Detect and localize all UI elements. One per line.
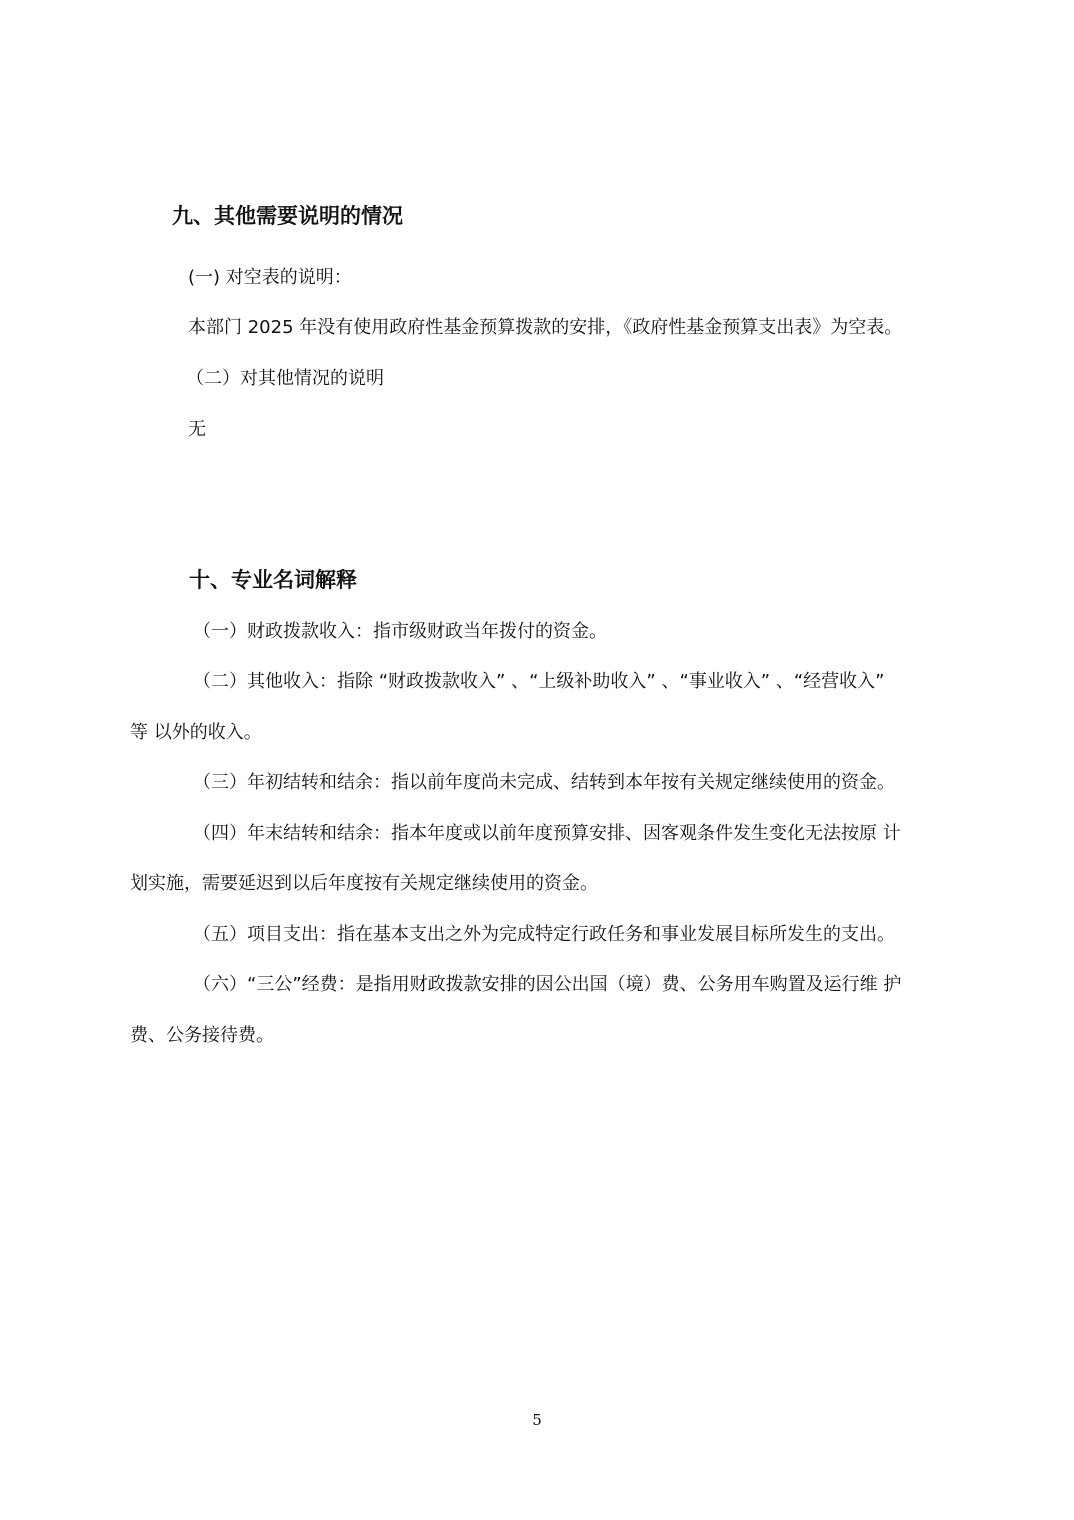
term-item-4-line-2: 划实施，需要延迟到以后年度按有关规定继续使用的资金。 xyxy=(130,873,598,894)
term-item-3: （三）年初结转和结余：指以前年度尚未完成、结转到本年按有关规定继续使用的资金。 xyxy=(193,772,895,793)
section-9-sub2-body: 无 xyxy=(188,419,206,440)
term-item-6-line-1: （六）“三公”经费：是指用财政拨款安排的因公出国（境）费、公务用车购置及运行维 护 xyxy=(193,974,902,995)
section-9-heading: 九、其他需要说明的情况 xyxy=(172,204,403,228)
section-9-sub1-body: 本部门 2025 年没有使用政府性基金预算拨款的安排，《政府性基金预算支出表》为空表。 xyxy=(188,317,903,338)
section-9-sub1-title: (一) 对空表的说明： xyxy=(188,267,352,288)
page-number: 5 xyxy=(532,1411,542,1429)
term-item-5: （五）项目支出：指在基本支出之外为完成特定行政任务和事业发展目标所发生的支出。 xyxy=(193,924,895,945)
term-item-4-line-1: （四）年末结转和结余：指本年度或以前年度预算安排、因客观条件发生变化无法按原 计 xyxy=(193,823,901,844)
section-9-sub2-title: （二）对其他情况的说明 xyxy=(186,368,384,389)
term-item-6-line-2: 费、公务接待费。 xyxy=(130,1025,274,1046)
term-item-2-line-1: （二）其他收入：指除 “财政拨款收入” 、“上级补助收入” 、“事业收入” 、“经营收入” xyxy=(193,671,885,692)
section-10-heading: 十、专业名词解释 xyxy=(189,568,357,592)
term-item-2-line-2: 等 以外的收入。 xyxy=(130,722,262,743)
term-item-1: （一）财政拨款收入：指市级财政当年拨付的资金。 xyxy=(193,621,607,642)
